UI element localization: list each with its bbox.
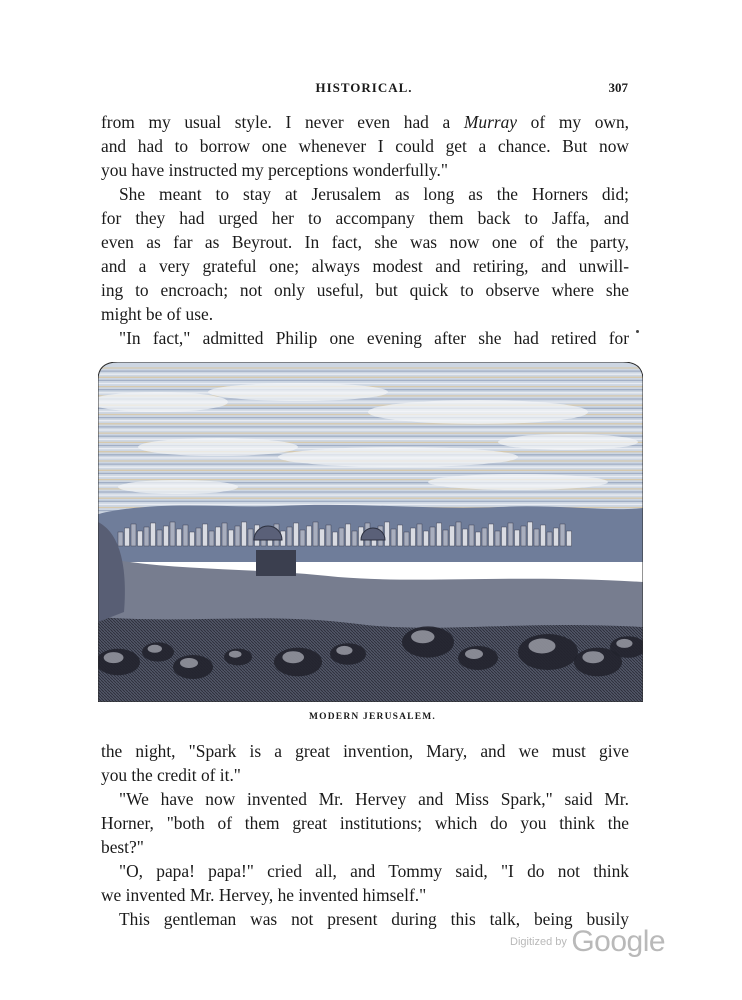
text-line: This gentleman was not present during this talk, being busily (119, 909, 629, 929)
text-line: She meant to stay at Jerusalem as long as the Horners did; (119, 184, 629, 204)
engraving-modern-jerusalem (98, 362, 643, 702)
text-line: we invented Mr. Hervey, he invented himself." (101, 885, 427, 905)
text-line: Horner, "both of them great institutions; which do you think the (101, 813, 629, 833)
text-line: "In fact," admitted Philip one evening after she had retired for (119, 328, 629, 348)
text-line: you have instructed my perceptions wonderfully." (101, 160, 448, 180)
text-line: "O, papa! papa!" cried all, and Tommy said, "I do not think (119, 861, 629, 881)
text-line: the night, "Spark is a great invention, Mary, and we must give (101, 741, 629, 761)
text-line: even as far as Beyrout. In fact, she was now one of the party, (101, 232, 629, 252)
text-line: and a very grateful one; always modest and retiring, and unwill- (101, 256, 629, 276)
text-line: and had to borrow one whenever I could get a chance. But now (101, 136, 629, 156)
digitized-watermark (510, 925, 665, 959)
figure-caption: MODERN JERUSALEM. (308, 712, 436, 722)
paragraphs-before-figure (101, 110, 629, 350)
watermark-prefix: Digitized by (510, 936, 567, 948)
text-line: "We have now invented Mr. Hervey and Miss Spark," said Mr. (119, 789, 629, 809)
text-line: for they had urged her to accompany them back to Jaffa, and (101, 208, 629, 228)
emphasis-murray: Murray (463, 112, 518, 132)
running-head (100, 80, 628, 100)
paragraphs-after-figure (101, 739, 629, 931)
text-line: might be of use. (101, 304, 214, 324)
text-line: you the credit of it." (101, 765, 241, 785)
google-logo: Google (571, 925, 666, 958)
text-line: best?" (101, 837, 144, 857)
text-line: ing to encroach; not only useful, but quick to observe where she (101, 280, 629, 300)
running-title: HISTORICAL. (315, 80, 413, 95)
page-number: 307 (608, 80, 628, 95)
text-line: from my usual style. I never even had a Murray of my own, (101, 112, 629, 132)
city-wall (256, 550, 296, 576)
margin-speck (636, 330, 639, 333)
